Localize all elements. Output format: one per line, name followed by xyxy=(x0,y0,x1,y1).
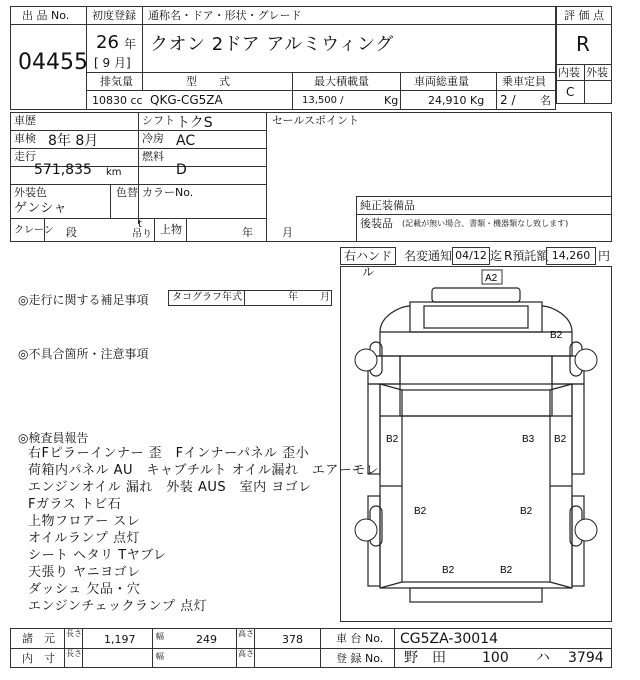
exterior-label: 外装 xyxy=(586,66,608,79)
mileage-label: 走行 xyxy=(14,150,36,163)
mileage-unit: km xyxy=(106,167,122,178)
report-line: ダッシュ 欠品・穴 xyxy=(28,582,141,597)
plate-kana: ハ xyxy=(536,650,550,666)
rhd-badge: 右ハンドル xyxy=(340,247,396,265)
aircon-label: 冷房 xyxy=(142,132,164,145)
capacity-value: 2 / xyxy=(500,93,516,107)
inspector-report xyxy=(28,446,379,617)
plate-region: 野 田 xyxy=(404,650,446,666)
color-label: 外装色 xyxy=(14,186,47,199)
chassis-label: 車 台 No. xyxy=(336,632,384,645)
damage-mark: B2 xyxy=(520,506,533,517)
shift-label: シフト xyxy=(142,114,175,127)
damage-diagram xyxy=(340,266,612,622)
inspector-label: ◎検査員報告 xyxy=(18,431,89,445)
capacity-unit: 名 xyxy=(540,94,551,107)
top-year: 年 xyxy=(242,226,253,239)
first-reg-month: [ 9 月] xyxy=(94,56,131,70)
aircon-value: AC xyxy=(176,133,196,149)
max-load-value: 13,500 / xyxy=(302,95,344,106)
driving-label: ◎走行に関する補足事項 xyxy=(18,293,149,307)
max-load-label: 最大積載量 xyxy=(314,75,369,88)
damage-mark: B2 xyxy=(554,434,567,445)
report-line: エンジンチェックランプ 点灯 xyxy=(28,599,208,614)
damage-mark: B2 xyxy=(500,565,513,576)
capacity-label: 乗車定員 xyxy=(502,75,546,88)
inspection-value: 8年 8月 xyxy=(48,133,99,149)
displacement-value: 10830 cc xyxy=(92,94,143,107)
year-unit: 年 xyxy=(124,37,137,51)
inner-length-label: 長さ xyxy=(66,649,82,658)
width-value: 249 xyxy=(196,633,217,646)
recycle-amount: 14,260 xyxy=(546,247,596,265)
plate-class: 100 xyxy=(482,650,509,666)
damage-mark: B2 xyxy=(550,330,563,341)
first-reg-year: 26 xyxy=(96,32,119,53)
grade-value: R xyxy=(576,32,590,56)
interior-label: 内装 xyxy=(558,66,580,79)
sales-point-label: セールスポイント xyxy=(272,114,360,127)
name-change-date: 04/12 xyxy=(452,247,490,265)
defects-label: ◎不具合箇所・注意事項 xyxy=(18,347,149,361)
genuine-label: 純正装備品 xyxy=(360,199,415,212)
inner-height-label: 高さ xyxy=(238,649,254,658)
max-load-unit: Kg xyxy=(384,94,399,107)
history-label: 車歴 xyxy=(14,114,36,127)
crane-ton: t xyxy=(138,219,142,230)
mileage-value: 571,835 xyxy=(34,162,92,178)
inspection-label: 車検 xyxy=(14,132,36,145)
lot-number: 04455 xyxy=(18,50,88,75)
lot-label: 出 品 No. xyxy=(22,9,70,22)
crane-steps: 段 xyxy=(66,226,77,239)
inner-width-label: 幅 xyxy=(156,652,164,661)
recycle-label: R預託額 xyxy=(504,249,549,263)
width-label: 幅 xyxy=(156,632,164,641)
report-line: Fガラス トビ石 xyxy=(28,497,122,512)
gross-weight-label: 車両総重量 xyxy=(414,75,469,88)
plate-label: 登 録 No. xyxy=(336,652,384,665)
shift-value: トクS xyxy=(176,115,213,131)
color-value: ゲンシャ xyxy=(14,201,68,216)
name-label: 通称名・ドア・形状・グレード xyxy=(148,9,302,22)
report-line: エンジンオイル 漏れ 外装 AUS 室内 ヨゴレ xyxy=(28,480,312,495)
tacho-label: タコグラフ年式 xyxy=(172,292,242,303)
grade-label: 評 価 点 xyxy=(564,9,604,22)
model-value: QKG-CG5ZA xyxy=(150,93,223,107)
recycle-prefix: 迄 xyxy=(490,249,503,263)
displacement-label: 排気量 xyxy=(100,75,133,88)
aftermarket-label: 後装品 xyxy=(360,217,393,230)
report-line: 上物フロアー スレ xyxy=(28,514,141,529)
report-line: 荷箱内パネル AU キャブチルト オイル漏れ エアーモレ xyxy=(28,463,379,478)
color-no-label: カラーNo. xyxy=(142,186,194,199)
color-code-label: 色替 xyxy=(116,186,138,199)
inner-label: 内 寸 xyxy=(22,652,55,665)
height-value: 378 xyxy=(282,633,303,646)
aftermarket-note: (記載が無い場合、書類・機器類なし致します) xyxy=(402,219,569,228)
report-line: 天張り ヤニヨゴレ xyxy=(28,565,141,580)
top-label: 上物 xyxy=(160,223,182,236)
length-value: 1,197 xyxy=(104,633,136,646)
tacho-year: 年 xyxy=(288,292,298,303)
damage-mark: B3 xyxy=(522,434,535,445)
interior-value: C xyxy=(566,85,575,99)
crane-label: クレーン xyxy=(14,225,54,236)
dims-label: 諸 元 xyxy=(22,632,55,645)
report-line: オイルランプ 点灯 xyxy=(28,531,140,546)
height-label: 高さ xyxy=(238,629,254,638)
recycle-unit: 円 xyxy=(598,249,611,263)
damage-mark: B2 xyxy=(386,434,399,445)
chassis-value: CG5ZA-30014 xyxy=(400,631,498,647)
damage-mark: B2 xyxy=(442,565,455,576)
fuel-value: D xyxy=(176,162,187,178)
report-line: 右Fピラーインナー 歪 Fインナーパネル 歪小 xyxy=(28,446,310,461)
report-line: シート ヘタリ Tヤブレ xyxy=(28,548,167,563)
damage-mark: B2 xyxy=(414,506,427,517)
plate-number: 3794 xyxy=(568,650,604,666)
damage-mark: A2 xyxy=(485,273,498,284)
vehicle-name: クオン 2ドア アルミウィング xyxy=(150,34,394,55)
fuel-label: 燃料 xyxy=(142,150,164,163)
crane-lift: 吊り xyxy=(132,229,152,240)
gross-weight-value: 24,910 Kg xyxy=(428,94,485,107)
model-label: 型 式 xyxy=(186,75,230,88)
name-change-label: 名変通知 xyxy=(404,249,453,263)
length-label: 長さ xyxy=(66,629,82,638)
top-month: 月 xyxy=(282,226,293,239)
first-reg-label: 初度登録 xyxy=(92,9,136,22)
tacho-month: 月 xyxy=(320,292,330,303)
